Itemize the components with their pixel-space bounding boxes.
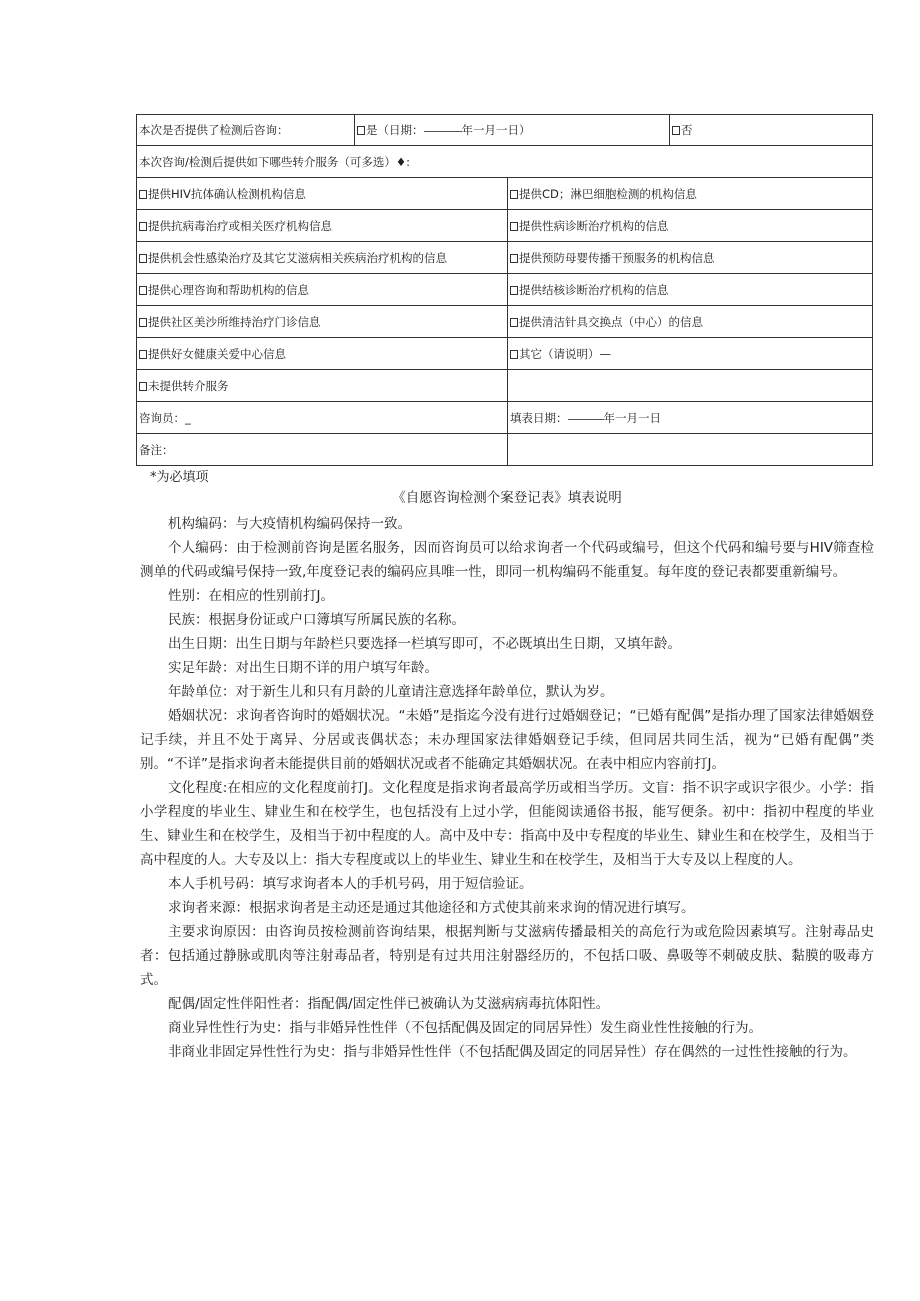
post-test-question: 本次是否提供了检测后咨询：	[139, 123, 289, 137]
referral-option[interactable]	[508, 210, 873, 242]
fill-date-blank[interactable]	[568, 419, 604, 420]
counselor-label: 咨询员：_	[139, 410, 191, 425]
referral-option-row	[137, 210, 873, 242]
yes-suffix: 年一月一日）	[461, 123, 531, 137]
no-referral-row	[137, 370, 873, 402]
referral-header: 本次咨询/检测后提供如下哪些转介服务（可多选）♦:	[139, 154, 411, 169]
instructions-title: 《自愿咨询检测个案登记表》填表说明	[392, 490, 622, 506]
checkbox-icon[interactable]	[139, 350, 147, 359]
checkbox-icon[interactable]	[139, 222, 147, 231]
instruction-paragraph: 民族：根据身份证或户口簿填写所属民族的名称。	[168, 612, 465, 628]
no-label: 否	[681, 123, 693, 137]
checkbox-icon[interactable]	[139, 254, 147, 263]
referral-form-table	[136, 114, 873, 466]
checkbox-icon[interactable]	[510, 318, 518, 327]
option-label: 提供心理咨询和帮助机构的信息	[148, 282, 309, 297]
referral-option[interactable]	[137, 242, 508, 274]
counselor-row	[137, 402, 873, 434]
option-label: 提供性病诊断治疗机构的信息	[519, 218, 669, 233]
referral-header-cell	[137, 146, 873, 178]
referral-option[interactable]	[508, 242, 873, 274]
referral-header-row	[137, 146, 873, 178]
option-label: 提供HIV抗体确认检测机构信息	[148, 186, 306, 201]
date-blank[interactable]	[424, 131, 462, 132]
no-referral-label: 未提供转介服务	[148, 378, 229, 393]
referral-option-row	[137, 242, 873, 274]
referral-option[interactable]	[137, 306, 508, 338]
checkbox-icon[interactable]	[510, 222, 518, 231]
instruction-paragraph: 主要求询原因：由咨询员按检测前咨询结果，根据判断与艾滋病传播最相关的高危行为或危险因素填写。注射毒品史者：包括通过静脉或肌肉等注射毒品者，特别是有过共用注射器经历的，不包括口吸、鼻吸等不刺破皮肤、黏膜的吸毒方式。	[140, 924, 874, 988]
post-test-counseling-row	[137, 115, 873, 146]
referral-option[interactable]	[508, 306, 873, 338]
option-label: 提供CD；淋巴细胞检测的机构信息	[519, 186, 697, 201]
checkbox-icon[interactable]	[510, 286, 518, 295]
instruction-paragraph: 婚姻状况：求询者咨询时的婚姻状况。“未婚”是指迄今没有进行过婚姻登记；“已婚有配偶”是指办理了国家法律婚姻登记手续，并且不处于离异、分居或丧偶状态；未办理国家法律婚姻登记手续，但同居共同生活，视为“已婚有配偶”类别。“不详”是指求询者未能提供目前的婚姻状况或者不能确定其婚姻状况。在表中相应内容前打J。	[140, 708, 874, 772]
checkbox-icon[interactable]	[510, 254, 518, 263]
instruction-paragraph: 性别：在相应的性别前打J。	[168, 588, 334, 604]
option-label: 提供社区美沙所维持治疗门诊信息	[148, 314, 321, 329]
checkbox-icon[interactable]	[510, 350, 518, 359]
checkbox-icon[interactable]	[672, 126, 680, 135]
instruction-paragraph: 机构编码：与大疫情机构编码保持一致。	[168, 516, 411, 532]
referral-option[interactable]	[137, 338, 508, 370]
instruction-paragraph: 求询者来源：根据求询者是主动还是通过其他途径和方式使其前来求询的情况进行填写。	[168, 900, 695, 916]
instruction-paragraph: 出生日期：出生日期与年龄栏只要选择一栏填写即可，不必既填出生日期，又填年龄。	[168, 636, 681, 652]
referral-option[interactable]	[137, 178, 508, 210]
instructions-section	[140, 486, 874, 1064]
checkbox-icon[interactable]	[139, 286, 147, 295]
option-label: 提供结核诊断治疗机构的信息	[519, 282, 669, 297]
referral-option[interactable]	[508, 178, 873, 210]
instruction-paragraph: 本人手机号码：填写求询者本人的手机号码，用于短信验证。	[168, 876, 533, 892]
referral-option-row	[137, 274, 873, 306]
post-test-yes-cell[interactable]	[355, 115, 670, 146]
checkbox-icon[interactable]	[139, 190, 147, 199]
checkbox-icon[interactable]	[357, 126, 365, 135]
remarks-cell[interactable]	[137, 434, 508, 466]
instruction-paragraph: 配偶/固定性伴阳性者：指配偶/固定性伴已被确认为艾滋病病毒抗体阳性。	[168, 996, 610, 1012]
remarks-label: 备注：	[139, 442, 174, 457]
checkbox-icon[interactable]	[510, 190, 518, 199]
option-label: 提供好女健康关爱中心信息	[148, 346, 286, 361]
referral-option-row	[137, 306, 873, 338]
referral-option[interactable]	[508, 274, 873, 306]
instruction-paragraph: 文化程度:在相应的文化程度前打J。文化程度是指求询者最高学历或相当学历。文盲：指不识字或识字很少。小学：指小学程度的毕业生、肄业生和在校学生，也包括没有上过小学，但能阅读通俗书报，能写便条。初中：指初中程度的毕业生、肄业生和在校学生，及相当于初中程度的人。高中及中专：指高中及中专程度的毕业生、肄业生和在校学生，及相当于高中程度的人。大专及以上：指大专程度或以上的毕业生、肄业生和在校学生，及相当于大专及以上程度的人。	[140, 780, 874, 868]
post-test-question-cell	[137, 115, 355, 146]
referral-option-row	[137, 338, 873, 370]
remarks-empty-cell[interactable]	[508, 434, 873, 466]
option-label: 提供预防母婴传播干预服务的机构信息	[519, 250, 715, 265]
remarks-row	[137, 434, 873, 466]
referral-option[interactable]	[137, 274, 508, 306]
no-referral-option[interactable]	[137, 370, 508, 402]
checkbox-icon[interactable]	[139, 382, 147, 391]
checkbox-icon[interactable]	[139, 318, 147, 327]
empty-cell	[508, 370, 873, 402]
instruction-paragraph: 实足年龄：对出生日期不详的用户填写年龄。	[168, 660, 438, 676]
instruction-paragraph: 年龄单位：对于新生儿和只有月龄的儿童请注意选择年龄单位，默认为岁。	[168, 684, 614, 700]
referral-option-row	[137, 178, 873, 210]
referral-option[interactable]	[137, 210, 508, 242]
option-label: 其它（请说明）—	[519, 346, 611, 361]
post-test-no-cell[interactable]	[670, 115, 873, 146]
option-label: 提供机会性感染治疗及其它艾滋病相关疾病治疗机构的信息	[148, 250, 447, 265]
instruction-paragraph: 非商业非固定异性性行为史：指与非婚异性性伴（不包括配偶及固定的同居异性）存在偶然的一过性性接触的行为。	[168, 1044, 857, 1060]
option-label: 提供抗病毒治疗或相关医疗机构信息	[148, 218, 332, 233]
fill-date-cell[interactable]	[508, 402, 873, 434]
fill-date-label: 填表日期：	[510, 410, 568, 425]
yes-prefix: 是（日期：	[366, 123, 424, 137]
fill-date-suffix: 年一月一日	[603, 410, 661, 425]
counselor-cell[interactable]	[137, 402, 508, 434]
instruction-paragraph: 商业异性性行为史：指与非婚异性性伴（不包括配偶及固定的同居异性）发生商业性性接触的行为。	[168, 1020, 762, 1036]
option-label: 提供清洁针具交换点（中心）的信息	[519, 314, 703, 329]
required-note: *为必填项	[150, 470, 209, 485]
instruction-paragraph: 个人编码：由于检测前咨询是匿名服务，因而咨询员可以给求询者一个代码或编号，但这个代码和编号要与HIV筛查检测单的代码或编号保持一致,年度登记表的编码应具唯一性，即同一机构编码不能重复。每年度的登记表都要重新编号。	[140, 540, 874, 580]
referral-option[interactable]	[508, 338, 873, 370]
